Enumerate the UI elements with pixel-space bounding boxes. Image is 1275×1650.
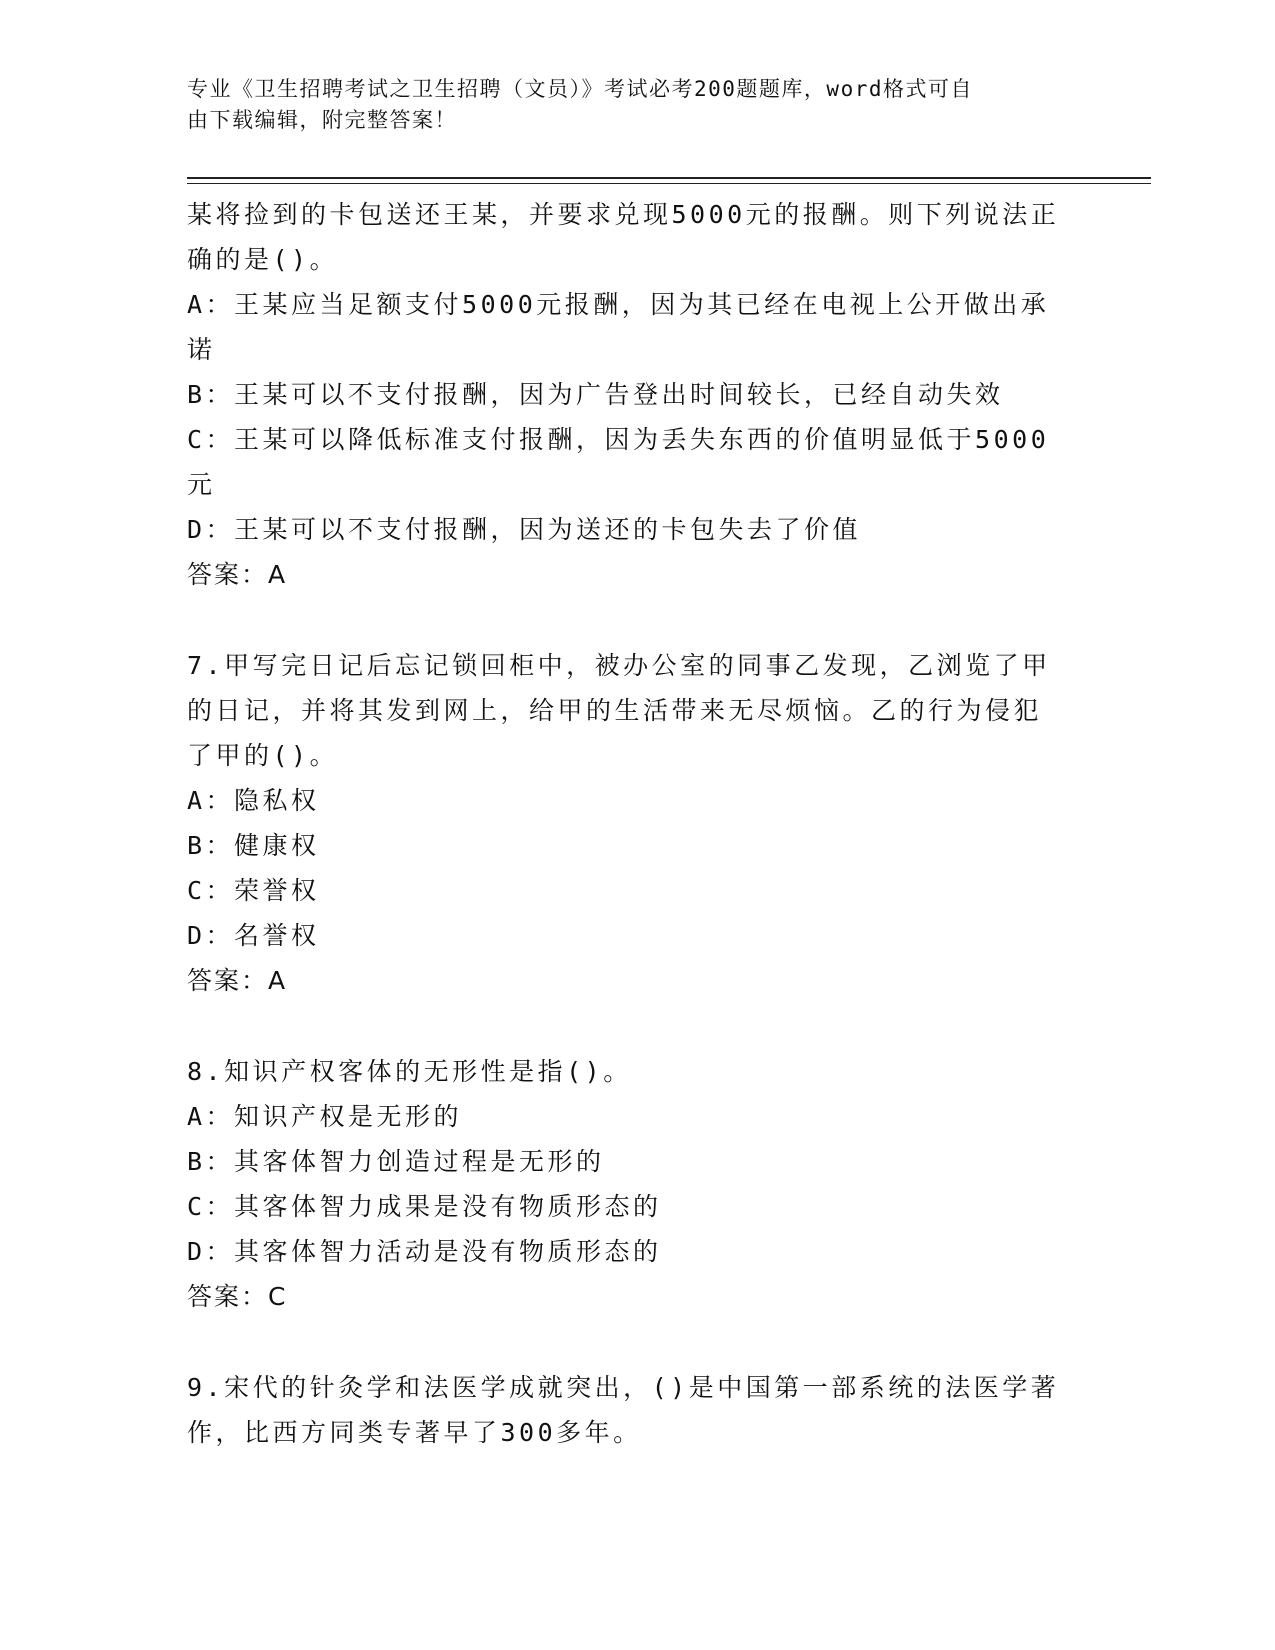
answer-line: 答案：A bbox=[187, 966, 288, 995]
header-line-2: 由下载编辑，附完整答案！ bbox=[187, 108, 457, 132]
answer-line: 答案：C bbox=[187, 1282, 288, 1311]
header-line-1: 专业《卫生招聘考试之卫生招聘（文员）》考试必考200题题库，word格式可自 bbox=[187, 77, 973, 101]
document-body bbox=[187, 192, 1087, 1455]
option-a: A：王某应当足额支付5000元报酬，因为其已经在电视上公开做出承 bbox=[187, 290, 1050, 319]
question-stem-line: 确的是()。 bbox=[187, 245, 339, 274]
option-d: D：王某可以不支付报酬，因为送还的卡包失去了价值 bbox=[187, 515, 862, 544]
question-stem-line: 某将捡到的卡包送还王某，并要求兑现5000元的报酬。则下列说法正 bbox=[187, 200, 1060, 229]
header-rule-thin bbox=[187, 183, 1151, 184]
header-rule-thick bbox=[187, 177, 1151, 179]
question-stem-line: 了甲的()。 bbox=[187, 741, 339, 770]
question-stem-line: 9.宋代的针灸学和法医学成就突出，()是中国第一部系统的法医学著 bbox=[187, 1373, 1060, 1402]
option-b: B：健康权 bbox=[187, 831, 320, 860]
option-a: A：隐私权 bbox=[187, 786, 320, 815]
option-c-continued: 元 bbox=[187, 470, 216, 499]
option-a: A：知识产权是无形的 bbox=[187, 1102, 463, 1131]
option-c: C：王某可以降低标准支付报酬，因为丢失东西的价值明显低于5000 bbox=[187, 425, 1050, 454]
question-stem-line: 的日记，并将其发到网上，给甲的生活带来无尽烦恼。乙的行为侵犯 bbox=[187, 696, 1043, 725]
option-b: B：其客体智力创造过程是无形的 bbox=[187, 1147, 605, 1176]
answer-line: 答案：A bbox=[187, 560, 288, 589]
question-stem-line: 7.甲写完日记后忘记锁回柜中，被办公室的同事乙发现，乙浏览了甲 bbox=[187, 651, 1051, 680]
option-c: C：荣誉权 bbox=[187, 876, 320, 905]
option-c: C：其客体智力成果是没有物质形态的 bbox=[187, 1192, 662, 1221]
question-stem-line: 作，比西方同类专著早了300多年。 bbox=[187, 1418, 642, 1447]
option-d: D：名誉权 bbox=[187, 921, 320, 950]
question-stem-line: 8.知识产权客体的无形性是指()。 bbox=[187, 1057, 632, 1086]
option-d: D：其客体智力活动是没有物质形态的 bbox=[187, 1237, 662, 1266]
document-header bbox=[187, 74, 1087, 136]
question-7 bbox=[187, 643, 1087, 1003]
question-9 bbox=[187, 1365, 1087, 1455]
question-8 bbox=[187, 1049, 1087, 1319]
question-6 bbox=[187, 192, 1087, 597]
option-a-continued: 诺 bbox=[187, 335, 216, 364]
option-b: B：王某可以不支付报酬，因为广告登出时间较长，已经自动失效 bbox=[187, 380, 1004, 409]
